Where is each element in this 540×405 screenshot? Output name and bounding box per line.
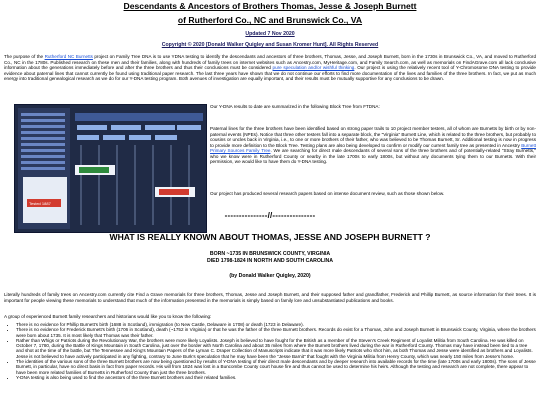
list-item: • Y-DNA testing is also being used to find the ancestors of the three Burnett brothers and their related families. [16, 375, 536, 380]
tree-node-label: Tested 1887 [29, 201, 51, 206]
intro-text-1: The purpose of the [4, 54, 45, 59]
updated-date: Updated 7 Nov 2020 [245, 31, 295, 37]
intro-paragraph [4, 54, 536, 82]
copyright-notice: Copyright © 2020 [Donald Walker Quigley and Susan Kromer Hunt]. All Rights Reserved [161, 42, 379, 48]
facts-list [8, 322, 536, 380]
literacy-paragraph: Literally hundreds of family trees on Ancestry.com currently cite Find a Grave memorials for three brothers, Thomas, Jesse and Joseph Burnett, and their supposed father and grandfather, Frederick and Phillip Burnett, as source information for their trees. It is important for people viewing these memorials to understand that much of the information presented in the memorials is simply based on family lore and unsubstantiated publications and books. [4, 292, 536, 303]
intro-text-3: . Our project is using the relatively recent tool of Y-Chromosome DNA testing to provide evidence about paternal lines that cannot currently be found using traditional paper research. The last three years have shown that we do not continue our efforts to find more documentation of the lives and families of the three brothers. In fact, we put as much energy into traditional genealogical research as we do for our Y-DNA testing program. Both avenues of investigation are equally important, and their results must be mutually supportive for any conclusions to be drawn. [4, 65, 536, 82]
page-title: Descendants & Ancestors of Brothers Thomas, Jesse & Joseph Burnett [123, 1, 417, 11]
group-intro: A group of experienced Burnett family researchers and historians would like you to know the following: [4, 314, 212, 319]
ydna-intro: Our Y-DNA results to date are summarized in the following Block Tree from FTDNA: [210, 104, 380, 109]
speculation-link[interactable]: pure speculation and/or wishful thinking [272, 65, 355, 71]
intro-text-2: project on Family Tree DNA is to use YDNA testing to identify the descendants and ancestors of three brothers, Thomas, Jesse, and Joseph Burnett, born in the 1730s in Brunswick Co., VA, and moved to Rutherford Co., NC in the 1780s. Published research on these men and their families, along with hundreds of family trees on internet websites such as Ancestry.com, MyHeritage.com, and Family Search.com, as well as memorials on FindAGrave.com all lack conclusive information about the generations immediately before and after the three brothers and thus their conclusions must be considered [4, 54, 537, 71]
paternal-lines-paragraph [210, 126, 536, 165]
paternal-text-2: . We are searching for direct male descendants of several sons of the three brothers and of potentially-related "Stray Burnetts," who we know were in Rutherford County or nearby in the late 1700s to early 1800s, but without any documents tying them to our Burnetts. With their permission, we would like to have them do Y-DNA testing. [210, 148, 536, 164]
list-item: • Rather than Whigs or Patriots during the Revolutionary War, the brothers were more likely Loyalists. Joseph is believed to have fought for the British as a member of the Steven's Creek Regiment of Loyalist Militia from South Carolina. He was killed on October 7, 1780, during the Battle of Kings Mountain in South Carolina, just over the border with North Carolina and about 35 miles from where the Burnett brothers lived during the war in Rutherford County. Thomas may have instead been tied to a tree and shot at the time of the battle, but The Tennessee and King's Mountain Papers of the Lyman C. Draper Collection of Manuscripts indicate that it was more likely Patriots who shot him, as both Thomas and Jesse were identified as brothers and Loyalists. Jesse is not believed to have actively participated in any fighting, contrary to June Burk's speculation that he may have been the "Jesse Barnit" that fought with the Virginia Militia from Henry County, which was nearly 150 miles from Jesse's home. [16, 338, 536, 359]
family-tree-link[interactable]: Burnett Primary Sources Family Tree [210, 142, 536, 153]
died-line: DIED 1798-1824 IN NORTH AND SOUTH CAROLINA [206, 258, 334, 264]
byline: (by Donald Walker Quigley, 2020) [229, 273, 311, 279]
section-heading: WHAT IS REALLY KNOWN ABOUT THOMAS, JESSE AND JOSEPH BURNETT ? [109, 232, 431, 242]
list-item: • There is no evidence for Phillip Burnett's birth (1688 in Scotland), immigration (to New Castle, Delaware in 1708) or death (1723 in Delaware). [16, 322, 536, 327]
born-line: BORN ~1735 IN BRUNSWICK COUNTY, VIRGINIA [209, 251, 331, 257]
research-papers-paragraph: Our project has produced several research papers based on intense document review, such as those shown below. [210, 191, 445, 196]
list-item: • There is no evidence for Frederick Burnett's birth (1706 in Scotland), death (~1752 in Virginia) or that he was the father of the three Burnett brothers. Records do exist for a Thomas, John and Joseph Burnett in Brunswick County, Virginia, where the brothers were born about 1735. It is most likely that Thomas was their father. [16, 327, 536, 338]
paternal-text-1: Paternal lines for the three brothers have been identified based on strong paper trails to 10 project member testers, all of whom are Burnetts by birth or by non-paternal events (NPEs). Notice that three other testers fall into a separate block, the "Virginia" Burnett Line, which is related to the three brothers, but probably to cousins or uncles back in Virginia, i.e., to one or more brothers of their father, who was believed to be Thomas Burnett, Sr. Additional testing is now in progress to provide more definition to the Block Tree. Testing plans are also being developed to confirm or modify our current family tree as presented in Ancestry [210, 126, 536, 148]
section-separator: ---------------//--------------- [224, 211, 316, 220]
project-link[interactable]: Rutherford NC Burnetts [44, 54, 93, 59]
list-item: • The identities of the various sons of the three Burnett brothers are now being questioned by results of Y-DNA testing of their direct male descendants and by deeper research into available records for the time (late 1700s and early 1800s). The sons of Jesse Burnett, in particular, have no direct basis in fact from paper records. His will from 1824 was lost in a Buncombe County court house fire and thus cannot be used to determine his heirs. Although the testing and research are not complete, there appear to have been more related families of Burnetts in Rutherford County than just the three brothers. [16, 359, 536, 375]
page-subtitle: of Rutherford Co., NC and Brunswick Co., VA [177, 15, 363, 25]
